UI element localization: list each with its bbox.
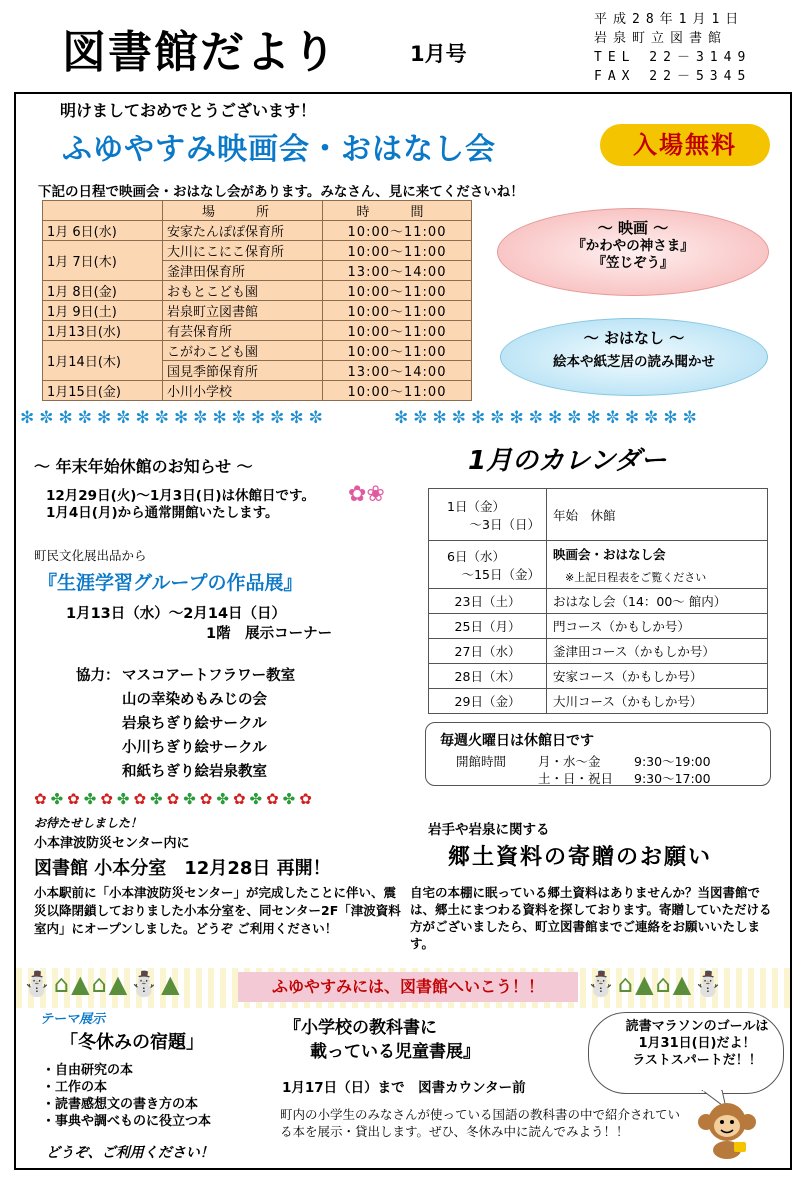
schedule-date: 1月 9日(土) (43, 301, 163, 321)
theme-title: 「冬休みの宿題」 (60, 1032, 204, 1053)
table-row (429, 614, 768, 639)
calendar-date-start: 6日（水） (447, 548, 505, 564)
table-row (429, 489, 768, 541)
schedule-time: 10:00～11:00 (323, 321, 472, 341)
exhibit-kicker: 町民文化展出品から (34, 548, 147, 563)
table-header-row (43, 201, 472, 221)
event-title: ふゆやすみ映画会・おはなし会 (62, 132, 496, 167)
header-date (43, 201, 163, 221)
story-text: 絵本や紙芝居の読み聞かせ (553, 354, 715, 370)
calendar-date: 29日（金） (429, 689, 547, 714)
hours-label: 開館時間 (456, 754, 507, 769)
issue-label: 1月号 (410, 42, 467, 66)
table-row (43, 301, 472, 321)
coop-group: 小川ちぎり絵サークル (122, 740, 267, 756)
fax-number: FAX 22－5345 (594, 69, 752, 84)
schedule-place: 国見季節保育所 (163, 361, 323, 381)
schedule-date: 1月 7日(木) (43, 241, 163, 281)
calendar-event: 釜津田コース（かもしか号） (547, 639, 768, 664)
branch-text: 小本駅前に「小本津波防災センター」が完成したことに伴い、震災以降閉鎖しておりました小本分室を、同センター2F「津波資料室内」にオープンしました。どうぞ ご利用ください！ (34, 885, 401, 936)
exhibit-dates: 1月13日（水）～2月14日（日） (66, 606, 287, 622)
table-row (43, 341, 472, 361)
coop-group: マスコアートフラワー教室 (122, 668, 296, 684)
coop-group: 和紙ちぎり絵岩泉教室 (122, 764, 267, 780)
schedule-date: 1月 8日(金) (43, 281, 163, 301)
table-row (43, 281, 472, 301)
branch-location: 小本津波防災センター内に (34, 836, 190, 851)
table-row (429, 639, 768, 664)
list-item: ・事典や調べものに役立つ本 (42, 1114, 212, 1129)
schedule-place: 小川小学校 (163, 381, 323, 401)
textbook-exhibit-text: 町内の小学生のみなさんが使っている国語の教科書の中で紹介されている本を展示・貸出します。ぜひ、冬休み中に読んでみよう！！ (280, 1107, 681, 1139)
table-row (429, 689, 768, 714)
closure-text (46, 488, 315, 522)
theme-footer: どうぞ、ご利用ください！ (46, 1145, 214, 1161)
calendar-date (429, 541, 547, 589)
calendar-date-end: ～3日（日） (469, 516, 540, 532)
movie-title-1: 『かわやの神さま』 (572, 238, 694, 254)
schedule-date: 1月14日(木) (43, 341, 163, 381)
calendar-date-start: 1日（金） (447, 498, 505, 514)
list-item: ・自由研究の本 (42, 1063, 134, 1078)
calendar-table (428, 488, 768, 714)
schedule-time: 10:00～11:00 (323, 281, 472, 301)
plum-blossom-icon: ✿❀ (348, 482, 385, 507)
story-oval (500, 318, 768, 396)
weekday-days: 月・水～金 (538, 754, 601, 769)
publish-date: 平成28年1月1日 (594, 12, 745, 27)
snowflake-icon-row-right: ✻✼✻✼✻✼✻✼✻✼✻✼✻✼✻✼ (394, 408, 702, 428)
event-schedule-table (42, 200, 472, 401)
schedule-place: 安家たんぽぽ保育所 (163, 221, 323, 241)
coop-group: 山の幸染めもみじの会 (122, 692, 267, 708)
header-time: 時 間 (323, 201, 472, 221)
schedule-place: 有芸保育所 (163, 321, 323, 341)
table-row (43, 321, 472, 341)
theme-list (42, 1062, 211, 1130)
event-intro: 下記の日程で映画会・おはなし会があります。みなさん、見に来てくださいね！ (38, 184, 524, 200)
calendar-date: 23日（土） (429, 589, 547, 614)
textbook-exhibit-date: 1月17日（日）まで 図書カウンター前 (282, 1080, 526, 1096)
schedule-place: 大川にこにこ保育所 (163, 241, 323, 261)
movie-title-2: 『笠じぞう』 (592, 255, 674, 271)
calendar-date (429, 489, 547, 541)
closure-line-1: 12月29日(火)～1月3日(日)は休館日です。 (46, 488, 315, 504)
table-row (43, 221, 472, 241)
donation-text: 自宅の本棚に眠っている郷土資料はありませんか？当図書館では、郷土にまつわる資料を探しております。寄贈していただける方がございましたら、町立図書館までご連絡をお願いいたします。 (410, 885, 772, 951)
list-item: ・工作の本 (42, 1080, 108, 1095)
table-row (43, 381, 472, 401)
schedule-place: 岩泉町立図書館 (163, 301, 323, 321)
masthead-info (594, 10, 751, 86)
movie-oval (497, 208, 769, 296)
table-row (429, 664, 768, 689)
textbook-title-line-1: 『小学校の教科書に (284, 1018, 437, 1038)
schedule-time: 10:00～11:00 (323, 301, 472, 321)
marathon-message (612, 1018, 782, 1069)
list-item: ・読書感想文の書き方の本 (42, 1097, 199, 1112)
marathon-line-1: 読書マラソンのゴールは (625, 1019, 769, 1034)
newsletter-title: 図書館だより (62, 27, 338, 78)
tree-house-icon-row-right: ⛄⌂▲⌂▲⛄ (586, 970, 726, 998)
closure-title: ～ 年末年始休館のお知らせ ～ (34, 457, 253, 476)
plum-blossom-icon-row: ✿✤✿✤✿✤✿✤✿✤✿✤✿✤✿✤✿ (34, 790, 316, 808)
greeting: 明けましておめでとうございます！ (60, 101, 317, 120)
exhibit-place: 1階 展示コーナー (206, 626, 333, 642)
schedule-time: 13:00～14:00 (323, 261, 472, 281)
table-row (429, 589, 768, 614)
movie-heading: ～ 映画 ～ (597, 219, 669, 237)
snowflake-icon-row-left: ✻✼✻✼✻✼✻✼✻✼✻✼✻✼✻✼ (20, 408, 328, 428)
branch-headline: 図書館 小本分室 12月28日 再開！ (34, 858, 331, 879)
calendar-title: 1月のカレンダー (468, 446, 667, 476)
library-name: 岩泉町立図書館 (594, 31, 728, 46)
exhibit-cooperators (76, 664, 295, 784)
calendar-date: 25日（月） (429, 614, 547, 639)
schedule-place: 釜津田保育所 (163, 261, 323, 281)
schedule-date: 1月 6日(水) (43, 221, 163, 241)
coop-label: 協力： (76, 668, 120, 684)
weekend-days: 土・日・祝日 (538, 771, 614, 786)
free-admission-badge: 入場無料 (600, 124, 770, 166)
donation-title: 郷土資料の寄贈のお願い (448, 845, 713, 870)
tel-number: TEL 22－3149 (594, 50, 752, 65)
theme-kicker: テーマ展示 (40, 1012, 106, 1027)
schedule-time: 10:00～11:00 (323, 241, 472, 261)
calendar-event: 年始 休館 (547, 489, 768, 541)
calendar-date: 28日（木） (429, 664, 547, 689)
schedule-date: 1月15日(金) (43, 381, 163, 401)
coop-group: 岩泉ちぎり絵サークル (122, 716, 267, 732)
story-heading: ～ おはなし ～ (583, 329, 685, 347)
calendar-event-title: 映画会・おはなし会 (553, 546, 666, 562)
closed-day-notice: 毎週火曜日は休館日です (440, 733, 594, 749)
calendar-date-end: ～15日（金） (461, 566, 540, 582)
textbook-title-line-2: 載っている児童書展』 (310, 1042, 480, 1062)
calendar-event (547, 541, 768, 589)
calendar-event: 門コース（かもしか号） (547, 614, 768, 639)
schedule-time: 10:00～11:00 (323, 341, 472, 361)
schedule-time: 10:00～11:00 (323, 381, 472, 401)
closure-line-2: 1月4日(月)から通常開館いたします。 (46, 505, 279, 521)
schedule-place: おもとこども園 (163, 281, 323, 301)
calendar-event: おはなし会（14：00～ 館内） (547, 589, 768, 614)
marathon-line-2: 1月31日(日)だよ！ (638, 1036, 756, 1051)
weekday-hours: 9:30～19:00 (634, 754, 711, 769)
calendar-date: 27日（水） (429, 639, 547, 664)
schedule-time: 10:00～11:00 (323, 221, 472, 241)
table-row (43, 241, 472, 261)
donation-sub: 岩手や岩泉に関する (428, 822, 550, 838)
calendar-event: 大川コース（かもしか号） (547, 689, 768, 714)
schedule-time: 13:00～14:00 (323, 361, 472, 381)
monkey-mascot-icon (694, 1100, 760, 1160)
branch-kicker: お待たせしました！ (34, 816, 143, 830)
calendar-note: ※上記日程表をご覧ください (565, 570, 707, 584)
schedule-date: 1月13日(水) (43, 321, 163, 341)
header-place: 場 所 (163, 201, 323, 221)
textbook-exhibit-title (284, 1016, 480, 1064)
marathon-line-3: ラストスパートだ！！ (632, 1053, 762, 1068)
exhibit-title: 『生涯学習グループの作品展』 (38, 572, 303, 594)
tree-house-icon-row-left: ⛄⌂▲⌂▲⛄▲ (22, 970, 182, 998)
schedule-place: こがわこども園 (163, 341, 323, 361)
table-row (429, 541, 768, 589)
weekend-hours: 9:30～17:00 (634, 771, 711, 786)
calendar-event: 安家コース（かもしか号） (547, 664, 768, 689)
winter-banner-text: ふゆやすみには、図書館へいこう！！ (238, 972, 578, 1002)
exhibit-dates-block (66, 604, 332, 644)
